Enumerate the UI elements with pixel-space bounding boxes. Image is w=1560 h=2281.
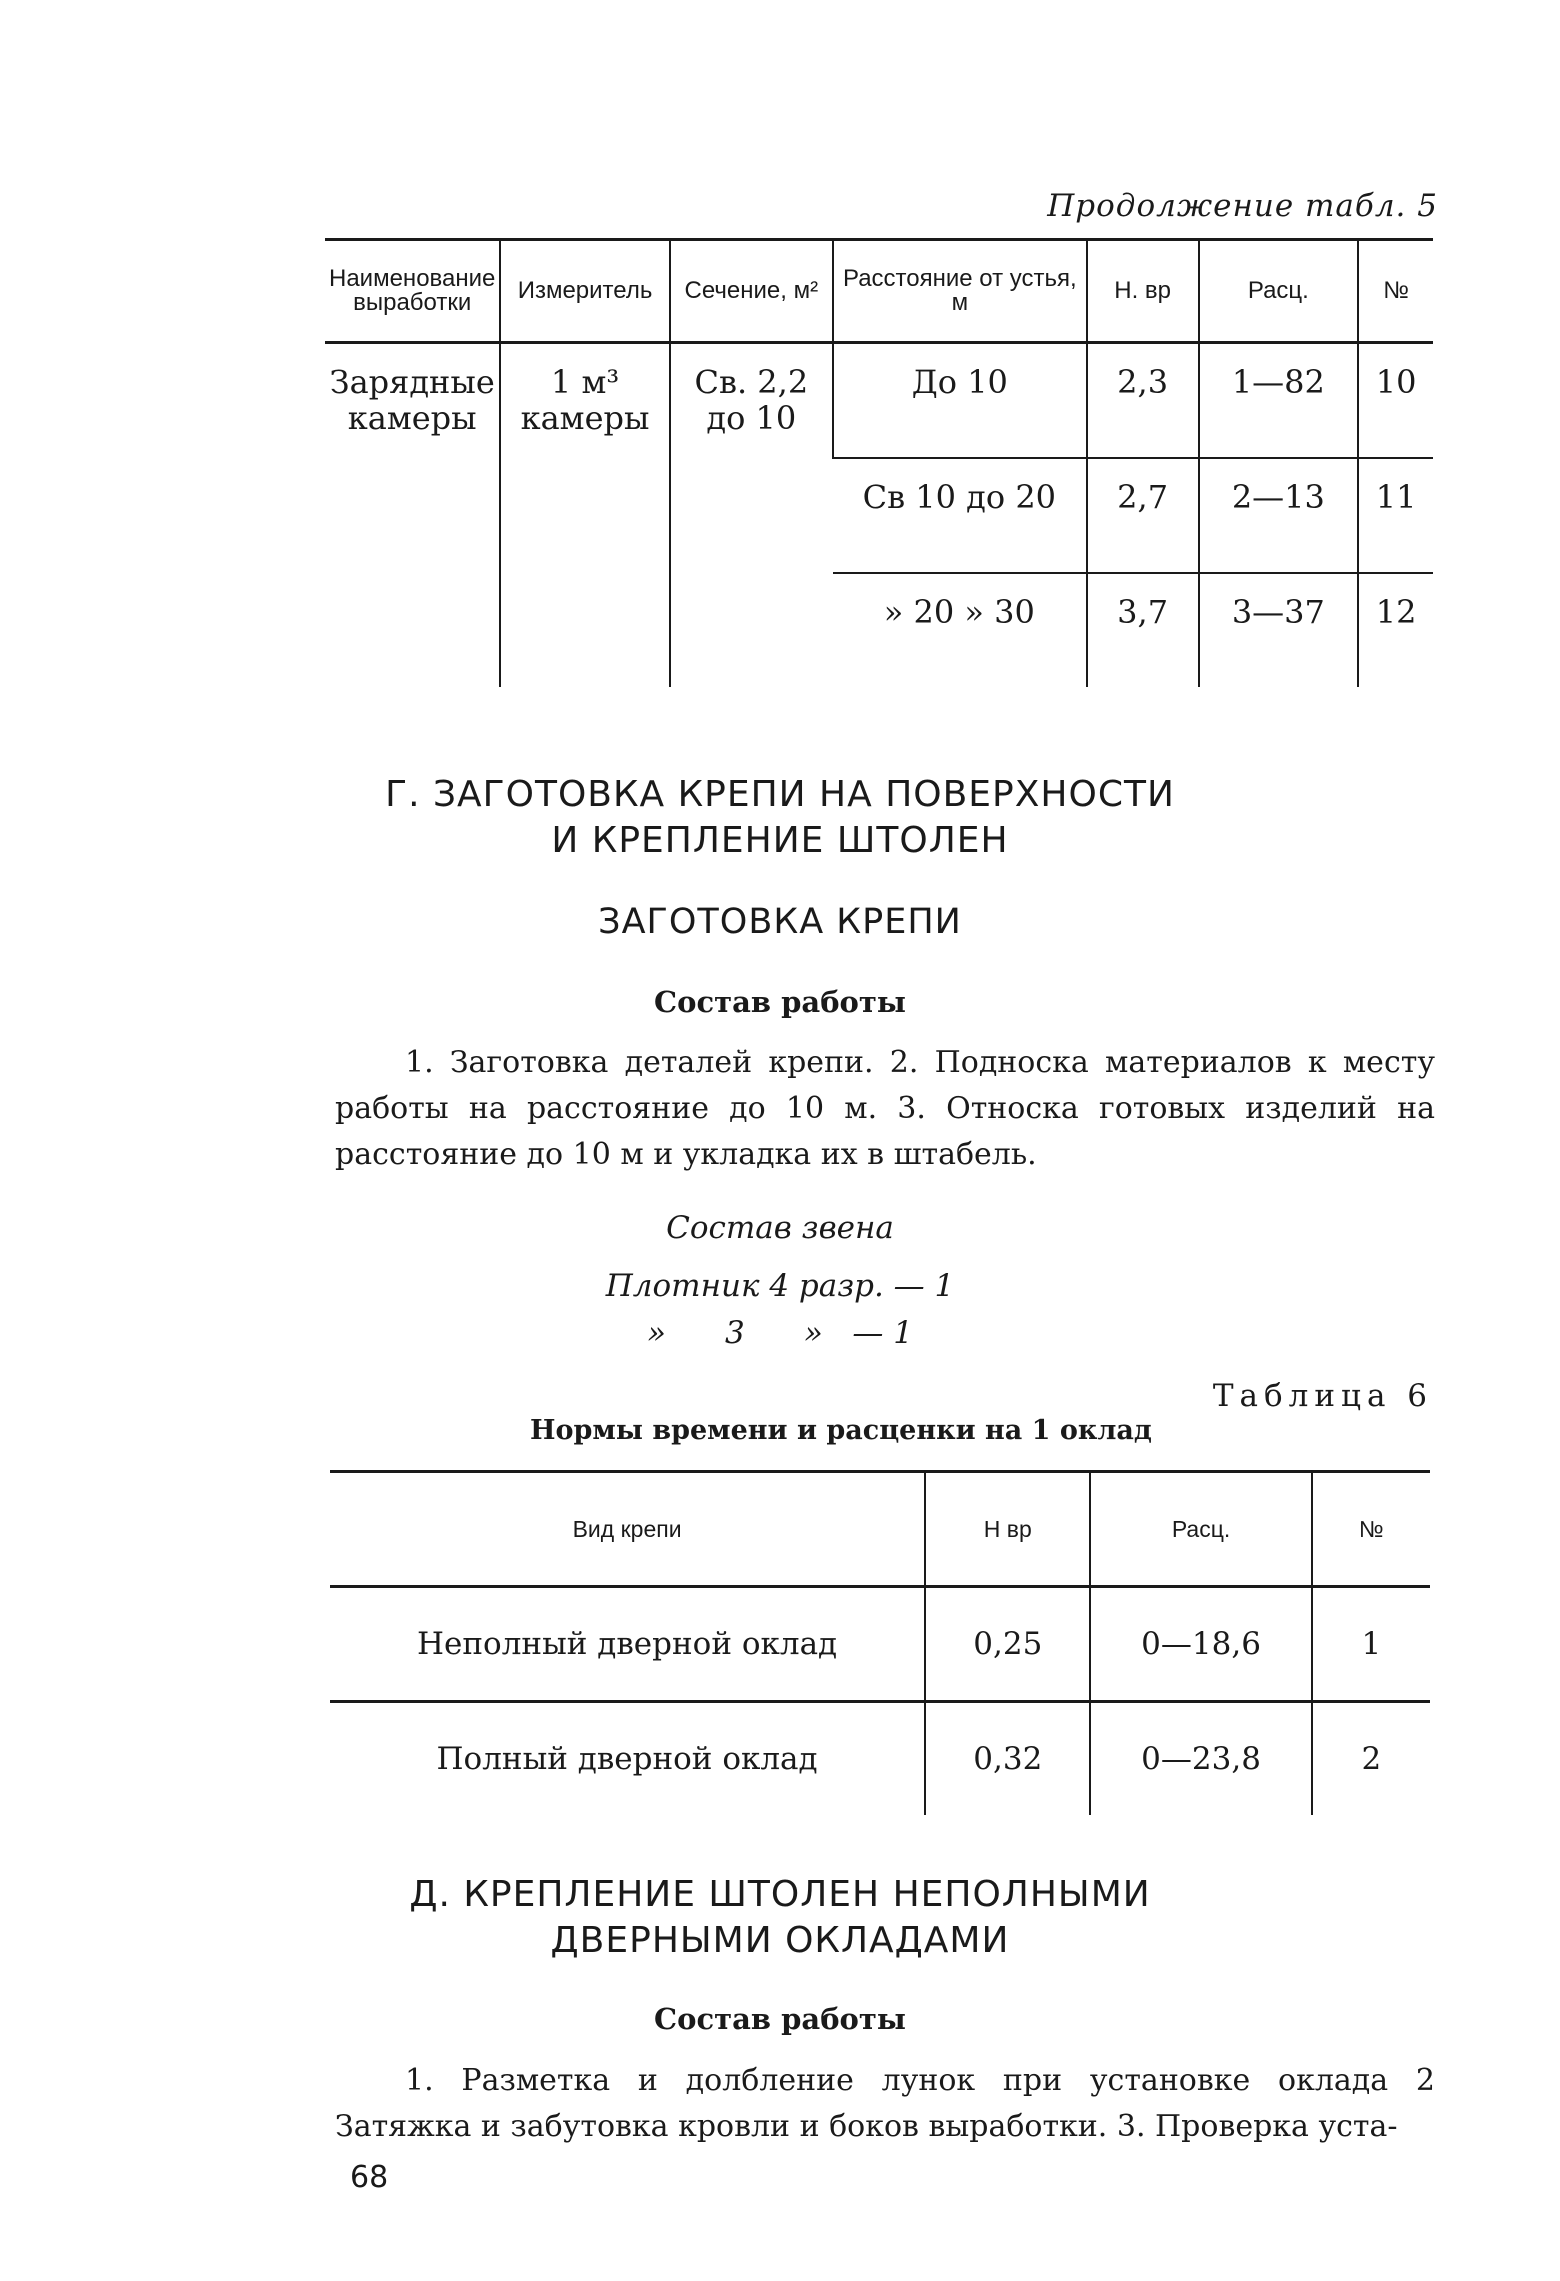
kind-cell: Полный дверной оклад [436, 1741, 818, 1777]
number-cell: 2 [1312, 1702, 1430, 1816]
section-d-title-line1: Д. КРЕПЛЕНИЕ ШТОЛЕН НЕПОЛНЫМИ [409, 1874, 1151, 1915]
table-row [325, 343, 1433, 459]
table-header-row [325, 240, 1433, 343]
number-cell: 1 [1312, 1587, 1430, 1702]
number-cell: 12 [1358, 573, 1433, 687]
crew-line-1: Плотник 4 разр. — 1 [605, 1268, 955, 1304]
section-g-subtitle: ЗАГОТОВКА КРЕПИ [598, 902, 962, 942]
number-cell: 10 [1358, 343, 1433, 459]
section-g-title [0, 772, 1560, 864]
table-6-caption: Нормы времени и расценки на 1 оклад [530, 1415, 1152, 1446]
number-cell: 11 [1358, 458, 1433, 573]
col-header-rate: Расц. [1090, 1472, 1311, 1587]
table-6 [330, 1470, 1430, 1815]
section-g-title-line2: И КРЕПЛЕНИЕ ШТОЛЕН [551, 820, 1009, 861]
col-header-section: Сечение, м² [670, 240, 833, 343]
rate-cell: 2—13 [1199, 458, 1359, 573]
col-header-norm: Н вр [925, 1472, 1090, 1587]
table-continuation-label: Продолжение табл. 5 [1047, 188, 1438, 224]
crew-line-2: » 3 » — 1 [646, 1315, 914, 1351]
rate-cell: 0—18,6 [1090, 1587, 1311, 1702]
work-composition-text: 1. Заготовка деталей крепи. 2. Подноска материалов к месту работы на расстояние до 10 м. 3. Относка готовых изделий на расстояние до 10 м и укладка их в штабель. [335, 1045, 1435, 1172]
work-composition-heading-d: Состав работы [654, 2002, 906, 2036]
distance-cell: » 20 » 30 [833, 573, 1087, 687]
col-header-number: № [1312, 1472, 1430, 1587]
norm-cell: 0,32 [925, 1702, 1090, 1816]
distance-cell: Св 10 до 20 [833, 458, 1087, 573]
rate-cell: 3—37 [1199, 573, 1359, 687]
norm-cell: 2,7 [1087, 458, 1199, 573]
rate-cell: 0—23,8 [1090, 1702, 1311, 1816]
crew-heading: Состав звена [666, 1210, 894, 1246]
table-row [330, 1587, 1430, 1702]
col-header-number: № [1358, 240, 1433, 343]
section-d-title [0, 1872, 1560, 1964]
table-row [330, 1702, 1430, 1816]
page-number: 68 [350, 2160, 389, 2195]
norm-cell: 2,3 [1087, 343, 1199, 459]
distance-cell: До 10 [833, 343, 1087, 459]
col-header-unit: Измеритель [500, 240, 669, 343]
table-5 [325, 238, 1433, 687]
col-header-rate: Расц. [1199, 240, 1359, 343]
rate-cell: 1—82 [1199, 343, 1359, 459]
section-d-title-line2: ДВЕРНЫМИ ОКЛАДАМИ [550, 1920, 1010, 1961]
table-6-label: Таблица 6 [1212, 1378, 1433, 1414]
section-g-title-line1: Г. ЗАГОТОВКА КРЕПИ НА ПОВЕРХНОСТИ [385, 774, 1175, 815]
work-composition-text-d: 1. Разметка и долбление лунок при установке оклада 2 Затяжка и забутовка кровли и боков выработки. 3. Проверка уста- [335, 2063, 1435, 2144]
unit-cell: 1 м³ камеры [500, 343, 669, 688]
col-header-kind: Вид крепи [330, 1472, 925, 1587]
col-header-norm: Н. вр [1087, 240, 1199, 343]
norm-cell: 0,25 [925, 1587, 1090, 1702]
work-name-cell: Зарядные камеры [329, 363, 495, 437]
section-cell: Св. 2,2 до 10 [670, 343, 833, 688]
col-header-name: Наименование выработки [325, 240, 500, 343]
kind-cell: Неполный дверной оклад [330, 1587, 925, 1702]
work-composition-heading: Состав работы [654, 985, 906, 1019]
col-header-distance: Расстояние от устья, м [833, 240, 1087, 343]
table-header-row [330, 1472, 1430, 1587]
norm-cell: 3,7 [1087, 573, 1199, 687]
